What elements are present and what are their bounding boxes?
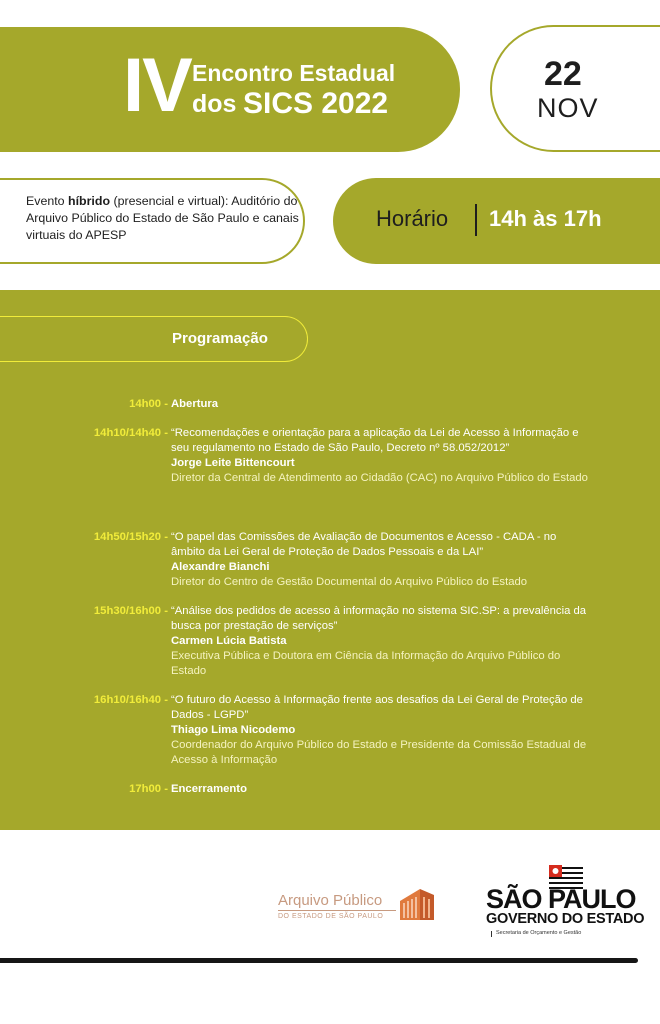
program-item-title: Abertura (171, 398, 219, 410)
program-item-time: 14h10/14h40 - (93, 427, 168, 439)
program-item-speaker: Alexandre Bianchi (171, 561, 270, 573)
program-item-speaker: Carmen Lúcia Batista (171, 635, 287, 647)
schedule-value: 14h às 17h (489, 206, 602, 231)
program-item-time: 14h50/15h20 - (93, 531, 168, 543)
sao-paulo-logo-secretariat: Secretaria de Orçamento e Gestão (491, 931, 581, 937)
schedule-divider (475, 204, 477, 236)
program-item-role: Executiva Pública e Doutora em Ciência da Informação do Arquivo Público do Estado (171, 650, 561, 677)
program-item-title: “Recomendações e orientação para a aplicação da Lei de Acesso à Informação e seu regulamento no Estado de São Paulo, Decreto nº 58.052/2012” (171, 427, 579, 454)
program-item-speaker: Jorge Leite Bittencourt (171, 457, 295, 469)
edition-numeral: IV (123, 43, 191, 128)
arquivo-publico-logo-text: Arquivo Público (278, 892, 383, 909)
program-item-speaker: Thiago Lima Nicodemo (171, 724, 296, 736)
sao-paulo-logo-name: SÃO PAULO (486, 884, 636, 914)
program-item-time: 17h00 - (129, 783, 168, 795)
program-item-time: 16h10/16h40 - (93, 694, 168, 706)
program-item-title: Encerramento (171, 783, 247, 795)
title-line-2-main: SICS 2022 (243, 87, 389, 120)
program-item-role: Coordenador do Arquivo Público do Estado e Presidente da Comissão Estadual de Acesso à Informação (171, 739, 587, 766)
program-item-title: “O papel das Comissões de Avaliação de Documentos e Acesso - CADA - no âmbito da Lei Geral de Proteção de Dados Pessoais e da LAI” (171, 531, 557, 558)
date-month: NOV (537, 93, 599, 123)
program-item-title: “Análise dos pedidos de acesso à informação no sistema SIC.SP: a prevalência da busca por prestação de serviços” (171, 605, 587, 632)
title-line-1: Encontro Estadual (192, 60, 396, 86)
program-item-role: Diretor da Central de Atendimento ao Cidadão (CAC) no Arquivo Público do Estado (171, 472, 588, 484)
program-item-time: 15h30/16h00 - (93, 605, 168, 617)
title-line-2-prefix: dos (192, 90, 237, 118)
event-info-text: Evento híbrido (presencial e virtual): Auditório do Arquivo Público do Estado de São Paulo e canais virtuais do APESP (26, 194, 299, 242)
program-item-role: Diretor do Centro de Gestão Documental do Arquivo Público do Estado (171, 576, 528, 588)
program-item-title: “O futuro do Acesso à Informação frente aos desafios da Lei Geral de Proteção de Dados - LGPD” (171, 694, 583, 721)
arquivo-publico-building-icon (398, 883, 436, 921)
date-day: 22 (544, 55, 582, 93)
program-item-time: 14h00 - (129, 398, 168, 410)
sao-paulo-logo-government: GOVERNO DO ESTADO (486, 911, 645, 927)
arquivo-publico-logo-subtext: DO ESTADO DE SÃO PAULO (278, 910, 396, 920)
schedule-label: Horário (376, 206, 449, 231)
footer-divider (0, 958, 638, 963)
program-title: Programação (172, 330, 268, 347)
